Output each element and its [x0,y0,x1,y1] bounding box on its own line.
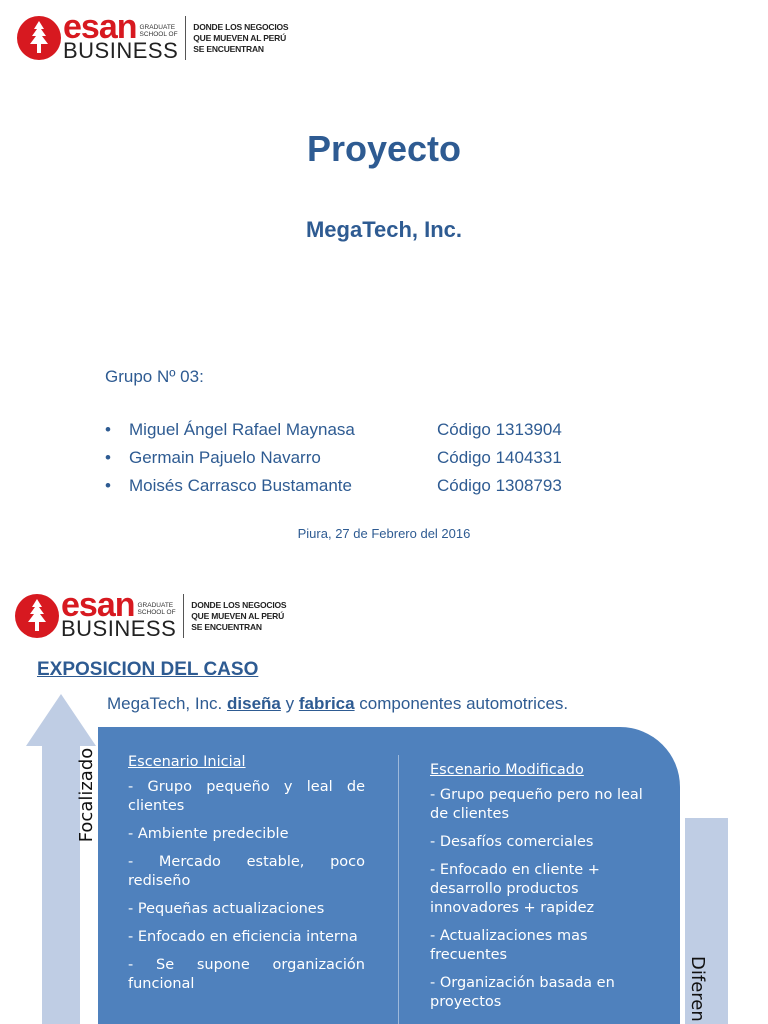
member-code: Código 1308793 [437,476,562,495]
esan-logo [17,8,289,63]
member-name: Miguel Ángel Rafael Maynasa [129,420,355,439]
list-item: - Pequeñas actualizaciones [128,901,325,917]
member-code: Código 1313904 [437,420,562,439]
list-item [105,419,625,447]
list-item: - Ambiente predecible [128,826,289,842]
modified-scenario-title: Escenario Modificado [430,762,584,778]
esan-logo [15,586,287,641]
list-item: - Organización basada en proyectos [430,975,615,1010]
graduate-school-label: GRADUATE SCHOOL OF [137,602,176,616]
list-item: - Se supone organización funcional [128,957,365,992]
tree-icon [15,594,59,638]
diferenciado-axis-label: Diferen [687,956,708,1022]
logo-divider [183,594,184,638]
list-item: - Grupo pequeño y leal de clientes [128,779,365,814]
section-heading: EXPOSICION DEL CASO [37,659,259,680]
graduate-school-label: GRADUATE SCHOOL OF [139,24,178,38]
case-slide [0,584,768,1024]
member-name: Moisés Carrasco Bustamante [129,476,352,495]
modified-scenario-column [430,761,655,1021]
keyword-manufacture: fabrica [298,694,355,713]
scenario-panel [98,727,680,1024]
list-item: - Desafíos comerciales [430,834,594,850]
list-item: - Mercado estable, poco rediseño [128,854,365,889]
list-item [105,447,625,475]
intro-text: MegaTech, Inc. diseña y fabrica componentes automotrices. [107,694,569,713]
list-item [105,475,625,503]
tree-icon [17,16,61,60]
bullet-icon: • [105,476,111,495]
list-item: - Enfocado en cliente + desarrollo productos innovadores + rapidez [430,862,600,916]
member-name: Germain Pajuelo Navarro [129,448,321,467]
panel-divider [398,755,399,1024]
bullet-icon: • [105,420,111,439]
initial-scenario-title: Escenario Inicial [128,754,246,770]
brand-name: esan [63,8,137,46]
date-line: Piura, 27 de Febrero del 2016 [297,526,471,541]
slide-title: Proyecto [306,128,462,169]
slide-subtitle: MegaTech, Inc. [305,217,463,242]
list-item: - Grupo pequeño pero no leal de clientes [430,787,643,822]
member-list [105,419,625,503]
group-label: Grupo Nº 03: [105,367,204,386]
brand-slogan: DONDE LOS NEGOCIOS QUE MUEVEN AL PERÚ SE ENCUENTRAN [191,599,287,632]
member-code: Código 1404331 [437,448,562,467]
brand-slogan: DONDE LOS NEGOCIOS QUE MUEVEN AL PERÚ SE ENCUENTRAN [193,21,289,54]
list-item: - Actualizaciones mas frecuentes [430,928,588,963]
brand-name: esan [61,586,135,624]
focalizado-axis-label: Focalizado [76,747,97,843]
list-item: - Enfocado en eficiencia interna [128,929,358,945]
bullet-icon: • [105,448,111,467]
business-label: BUSINESS [63,38,179,63]
keyword-design: diseña [227,694,281,713]
initial-scenario-column [128,753,365,1003]
logo-divider [185,16,186,60]
business-label: BUSINESS [61,616,177,641]
